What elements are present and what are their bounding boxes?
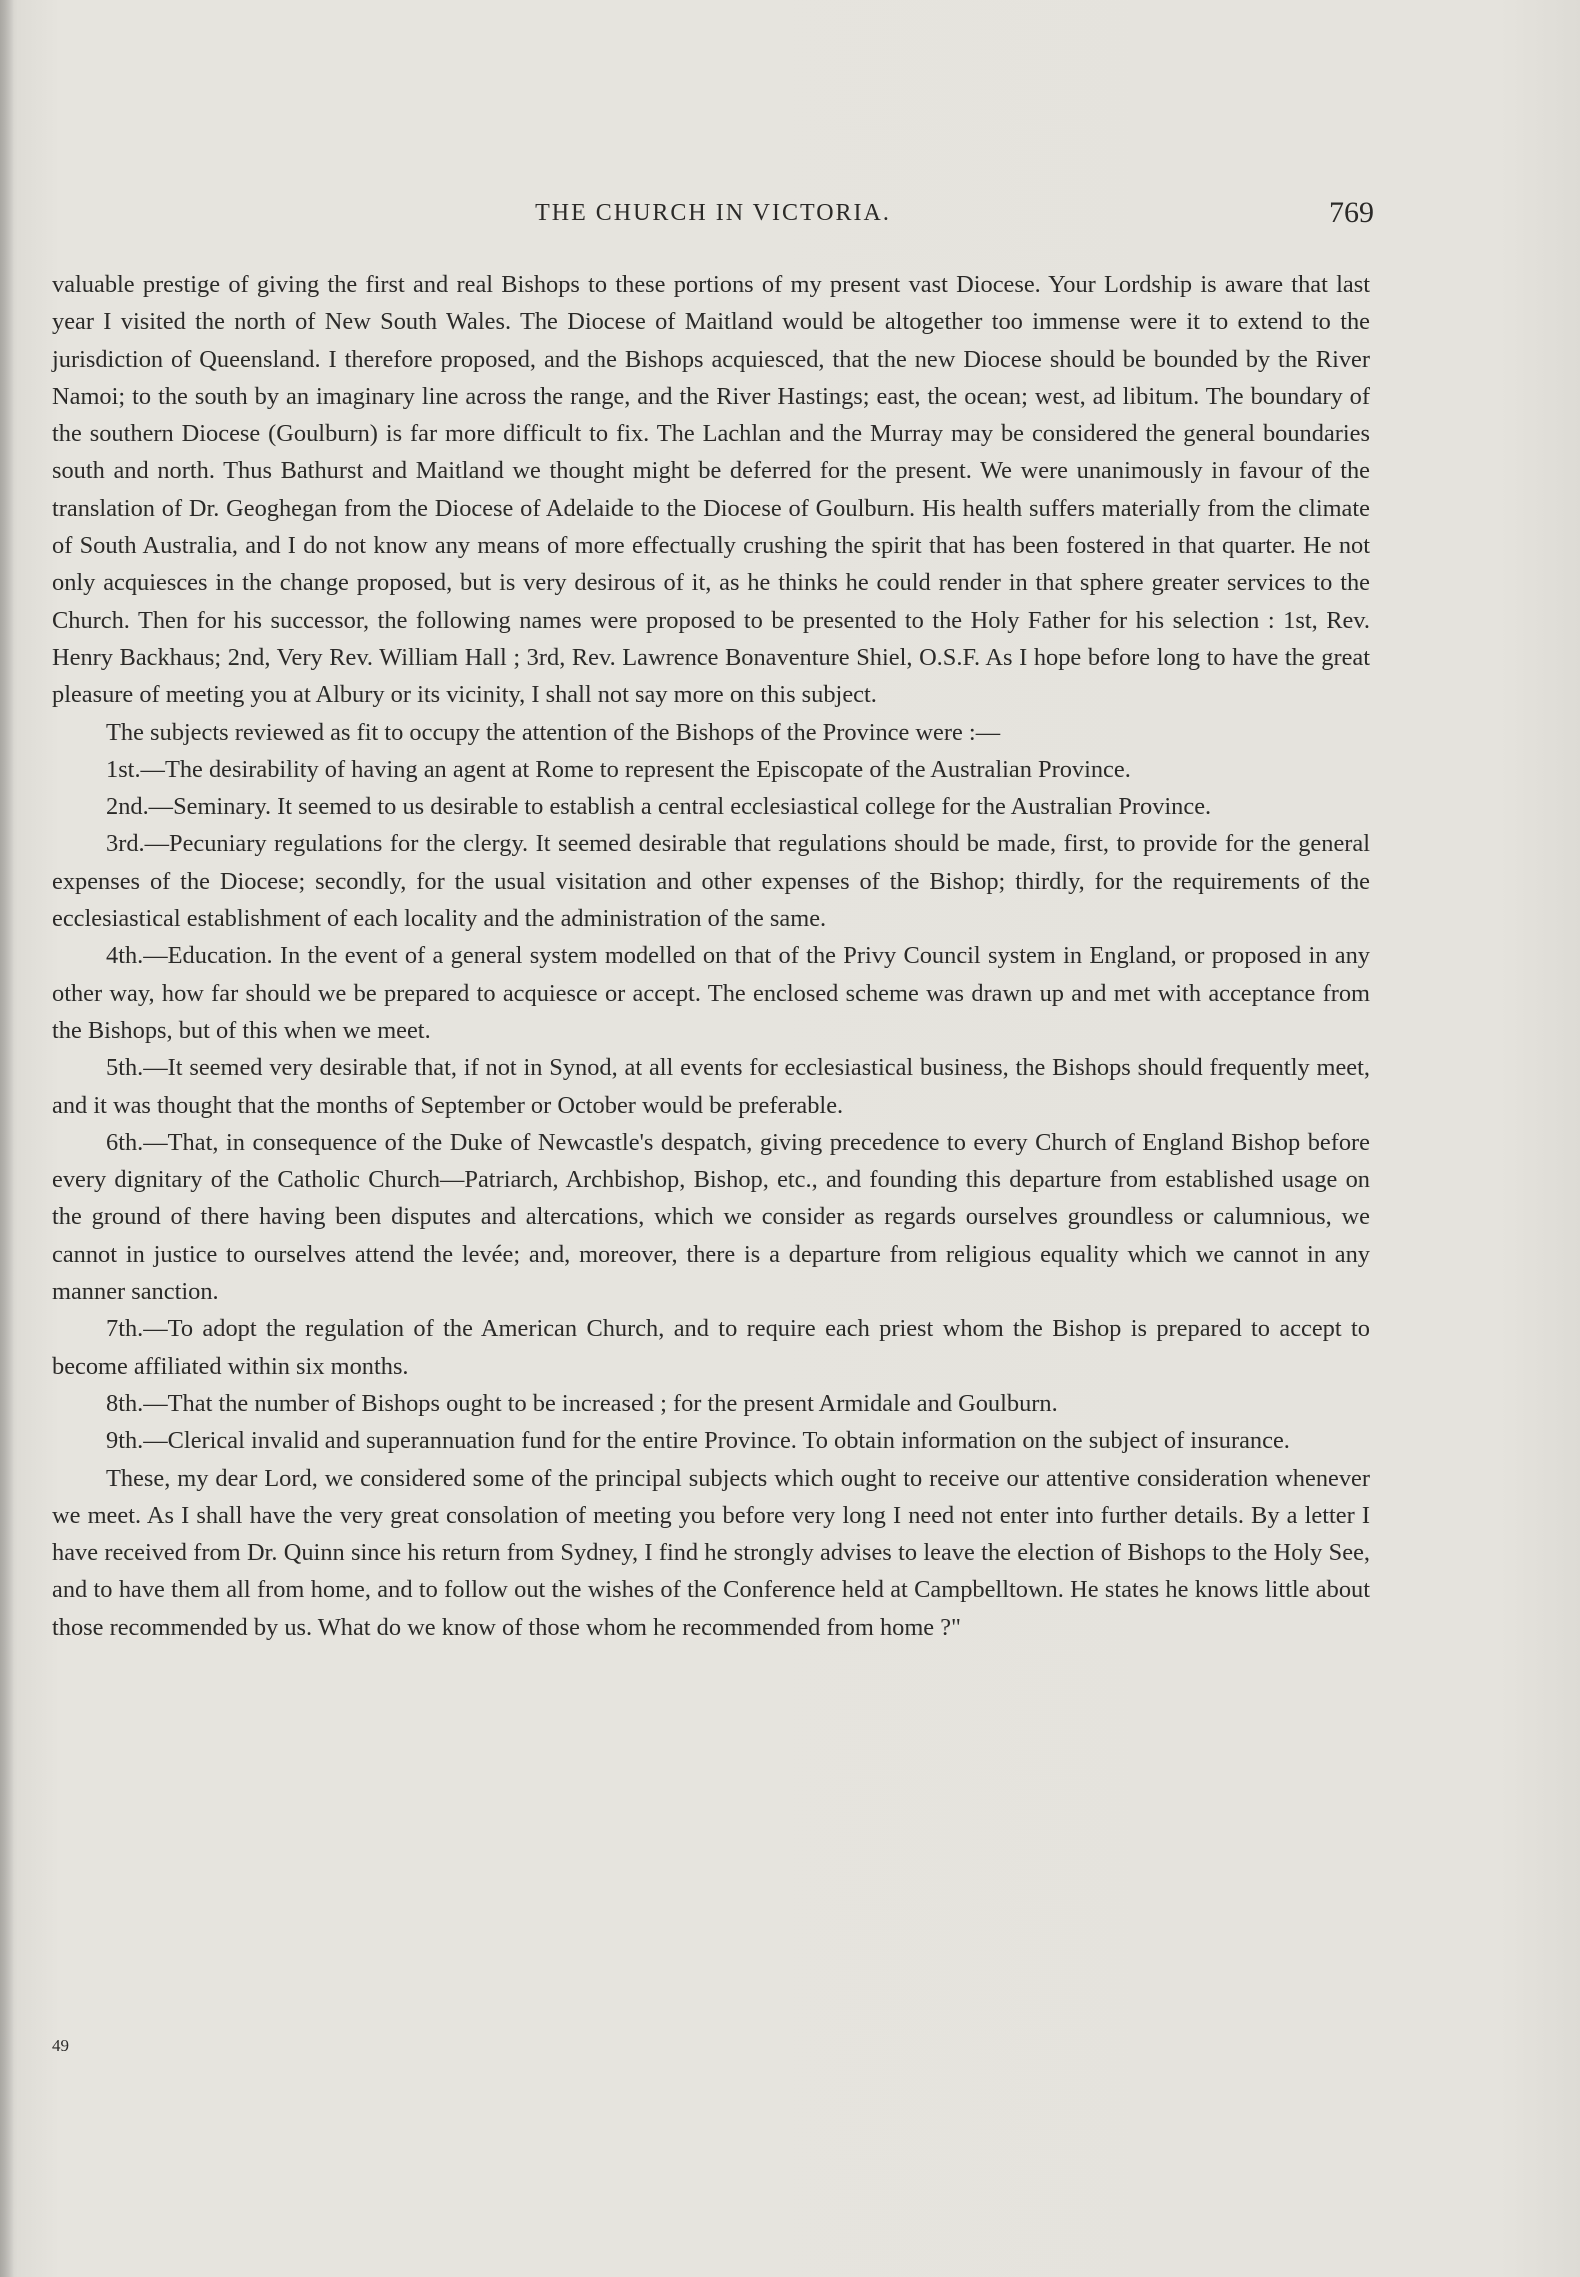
paragraph: The subjects reviewed as fit to occupy the attention of the Bishops of the Province were :— [106, 718, 1001, 746]
paragraph: 6th.—That, in consequence of the Duke of Newcastle's despatch, giving precedence to every Church of England Bishop before every dignitary of the Catholic Church—Patriarch, Archbishop, Bishop, etc., and founding this departure from established usage on the ground of there having been disputes and altercations, which we consider as regards ourselves groundless or calumnious, we cannot in justice to ourselves attend the levée; and, moreover, there is a departure from religious equality which we cannot in any manner sanction. [52, 1128, 1370, 1306]
running-head [52, 196, 1374, 236]
gutter-shadow [0, 0, 14, 2277]
paragraph: These, my dear Lord, we considered some of the principal subjects which ought to receive our attentive consideration whenever we meet. As I shall have the very great consolation of meeting you before very long I need not enter into further details. By a letter I have received from Dr. Quinn since his return from Sydney, I find he strongly advises to leave the election of Bishops to the Holy See, and to have them all from home, and to follow out the wishes of the Conference held at Campbelltown. He states he knows little about those recommended by us. What do we know of those whom he recommended from home ?" [52, 1464, 1370, 1641]
paragraph: valuable prestige of giving the first and real Bishops to these portions of my present vast Diocese. Your Lordship is aware that last year I visited the north of New South Wales. The Diocese of Maitland would be altogether too immense were it to extend to the jurisdiction of Queensland. I therefore proposed, and the Bishops acquiesced, that the new Diocese should be bounded by the River Namoi; to the south by an imaginary line across the range, and the River Hastings; east, the ocean; west, ad libitum. The boundary of the southern Diocese (Goulburn) is far more difficult to fix. The Lachlan and the Murray may be considered the general boundaries south and north. Thus Bathurst and Maitland we thought might be deferred for the present. We were unanimously in favour of the translation of Dr. Geoghegan from the Diocese of Adelaide to the Diocese of Goulburn. His health suffers materially from the climate of South Australia, and I do not know any means of more effectually crushing the spirit that has been fostered in that quarter. He not only acquiesces in the change proposed, but is very desirous of it, as he thinks he could render in that sphere greater services to the Church. Then for his successor, the following names were proposed to be presented to the Holy Father for his selection : 1st, Rev. Henry Backhaus; 2nd, Very Rev. William Hall ; 3rd, Rev. Lawrence Bonaventure Shiel, O.S.F. As I hope before long to have the great pleasure of meeting you at Albury or its vicinity, I shall not say more on this subject. [52, 271, 1370, 709]
paragraph: 2nd.—Seminary. It seemed to us desirable to establish a central ecclesiastical college for the Australian Province. [106, 793, 1212, 821]
paragraph: 5th.—It seemed very desirable that, if not in Synod, at all events for ecclesiastical business, the Bishops should frequently meet, and it was thought that the months of September or October would be preferable. [52, 1054, 1370, 1119]
paragraph: 1st.—The desirability of having an agent at Rome to represent the Episcopate of the Australian Province. [106, 755, 1131, 783]
signature-mark: 49 [52, 2036, 69, 2055]
paragraph: 3rd.—Pecuniary regulations for the clergy. It seemed desirable that regulations should be made, first, to provide for the general expenses of the Diocese; secondly, for the usual visitation and other expenses of the Bishop; thirdly, for the requirements of the ecclesiastical establishment of each locality and the administration of the same. [52, 830, 1370, 933]
body-text [52, 266, 1370, 1646]
paragraph: 7th.—To adopt the regulation of the American Church, and to require each priest whom the Bishop is prepared to accept to become affiliated within six months. [52, 1315, 1370, 1380]
page-number: 769 [1329, 196, 1374, 229]
paragraph: 4th.—Education. In the event of a general system modelled on that of the Privy Council system in England, or proposed in any other way, how far should we be prepared to acquiesce or accept. The enclosed scheme was drawn up and met with acceptance from the Bishops, but of this when we meet. [52, 942, 1370, 1044]
paragraph: 8th.—That the number of Bishops ought to be increased ; for the present Armidale and Goulburn. [106, 1389, 1058, 1417]
running-title: THE CHURCH IN VICTORIA. [535, 200, 891, 226]
paragraph: 9th.—Clerical invalid and superannuation fund for the entire Province. To obtain information on the subject of insurance. [106, 1427, 1290, 1455]
